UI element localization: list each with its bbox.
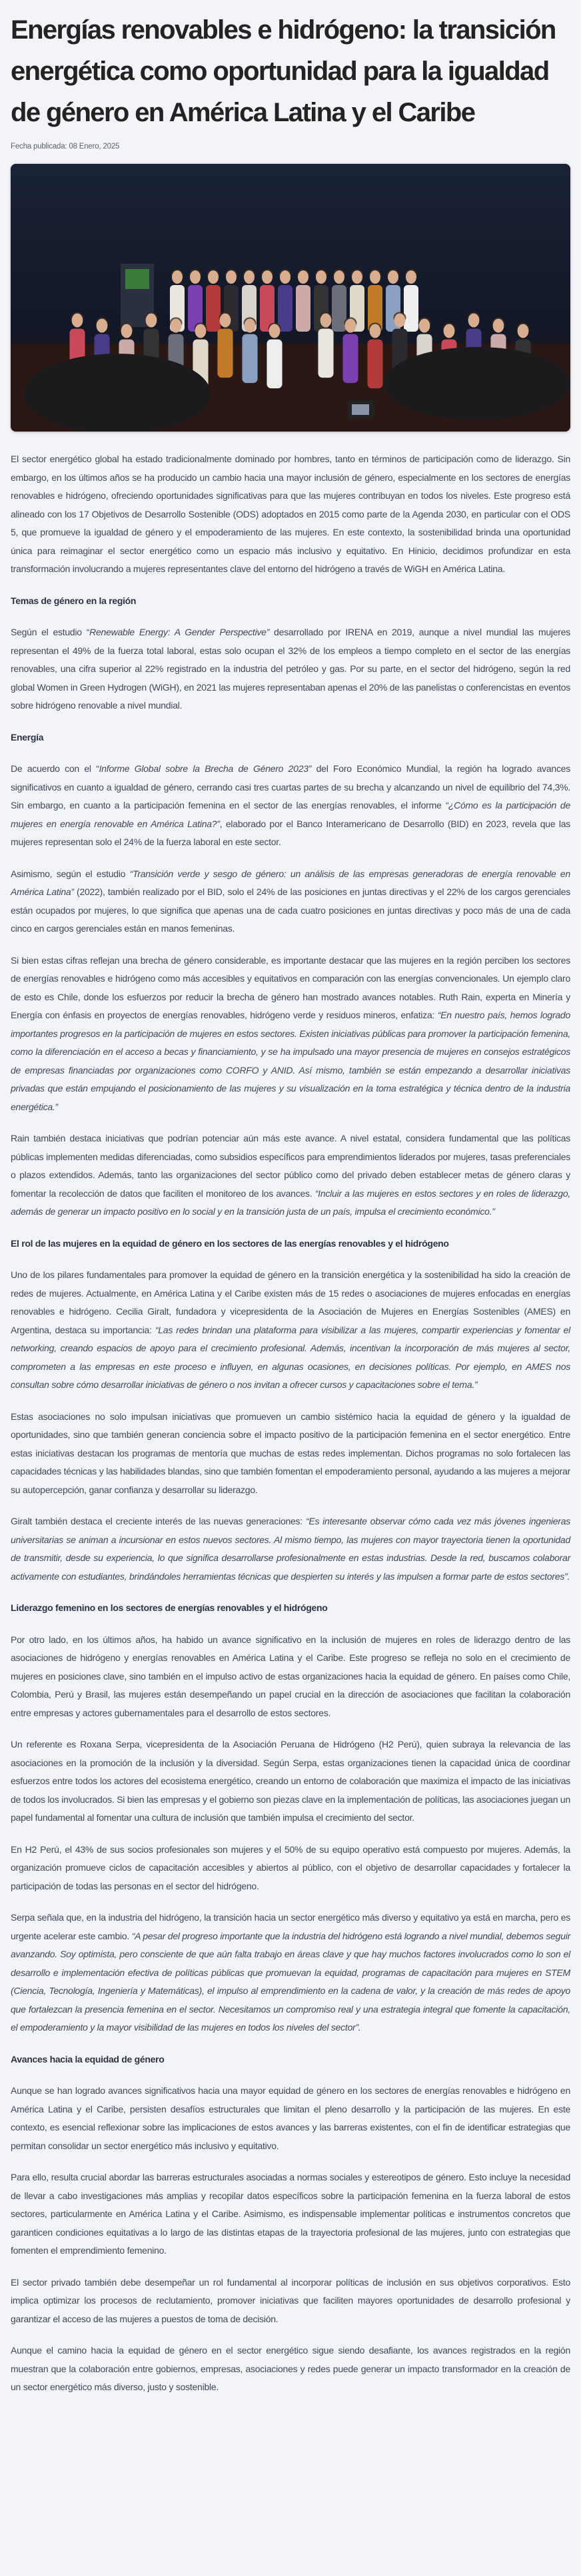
paragraph	[11, 760, 570, 852]
person-head	[370, 324, 381, 338]
person	[206, 285, 221, 332]
person-head	[121, 324, 133, 338]
quote-text: “Incluir a las mujeres en estos sectores y en roles de liderazgo, además de generar un impacto positivo en lo social y en la transición justa de un país, impulsa el crecimiento económico.”	[11, 1187, 571, 1217]
person	[267, 340, 282, 388]
paragraph	[11, 865, 570, 938]
paragraph	[11, 1909, 570, 2037]
paragraph	[11, 2342, 570, 2397]
quote-text: “Transición verde y sesgo de género: un análisis de las empresas generadoras de energía renovable en América Latina”	[11, 868, 570, 897]
article-hero-photo	[11, 164, 570, 432]
person-head	[352, 270, 362, 284]
paragraph	[11, 1266, 570, 1395]
quote-text: Renewable Energy: A Gender Perspective”	[89, 627, 270, 637]
person-head	[419, 319, 430, 333]
quote-text: “A pesar del progreso importante que la industria del hidrógeno está logrando a nivel mundial, debemos seguir avanzando. Soy optimista, pero consciente de que aún falta trabajo en áreas clave y que hay muchos factores involucrados como lo son el desarrollo e implementación efectiva de políticas públicas que promuevan la equidad, programas de capacitación para mujeres en STEM (Ciencia, Tecnología, Ingeniería y Matemáticas), el impulso al emprendimiento en la cadena de valor, y la creación de más redes de apoyo que fortalezcan la presencia femenina en el sector. Necesitamos un compromiso real y una estrategia integral que fomente la capacitación, el empoderamiento y la mayor visibilidad de las mujeres en todos los niveles del sector”.	[11, 1930, 570, 2033]
person	[242, 334, 257, 383]
text-segment: desarrollado por IRENA en 2019, aunque a nivel mundial las mujeres representan el 49% de la fuerza total laboral, estas solo ocupan el 32% de los empleos a tiempo completo en el sector de las energías renovables, una cifra superior al 22% registrado en la industria del petróleo y gas. Por su parte, en el sector del hidrógeno, según la red global Women in Green Hydrogen (WiGH), en 2021 las mujeres representaban apenas el 20% de las panelistas o conferencistas en eventos sobre hidrógeno renovable a nivel mundial.	[11, 627, 570, 711]
paragraph	[11, 1841, 570, 1896]
person-head	[190, 270, 201, 284]
text-segment: del Foro Económico Mundial, la región ha logrado avances significativos en cuanto a igualdad de género, cerrando casi tres cuartas partes de su brecha y alcanzando un nivel de equilibrio del 74,3%. Sin embargo, en cuanto a la participación femenina en el sector de las energías renovables, el informe	[11, 763, 570, 810]
person-head	[316, 270, 326, 284]
text-segment: Energía	[11, 731, 44, 743]
person-head	[298, 270, 308, 284]
text-segment: Rain también destaca iniciativas que podrían potenciar aún más este avance. A nivel estatal, considera fundamental que las políticas públicas implementen medidas diferenciadas, como subsidios específicos para emprendimientos liderados por mujeres, tasas preferenciales o plazos extendidos. Además, tanto las organizaciones del sector público como del privado deben establecer metas de género claras y fomentar la recolección de datos que faciliten el monitoreo de los avances.	[11, 1133, 570, 1199]
person-head	[72, 314, 83, 328]
quote-text: Informe Global sobre la Brecha de Género 2023”	[99, 763, 312, 774]
person-head	[172, 270, 183, 284]
text-segment: El sector energético global ha estado tradicionalmente dominado por hombres, tanto en términos de participación como de liderazgo. Sin embargo, en los últimos años se ha producido un cambio hacia una mayor inclusión de género, especialmente en los sectores de energías renovables e hidrógeno, ofreciendo oportunidades significativas para que las mujeres contribuyan en todos los niveles. Este progreso está alineado con los 17 Objetivos de Desarrollo Sostenible (ODS) adoptados en 2015 como parte de la Agenda 2030, en particular con el ODS 5, que promueve la igualdad de género y el empoderamiento de las mujeres. En este contexto, la sostenibilidad brinda una oportunidad única para reimaginar el sector energético como un espacio más inclusivo y equitativo. En Hinicio, decidimos profundizar en esta transformación involucrando a mujeres representantes clave del entorno del hidrógeno a través de WiGH en América Latina.	[11, 454, 570, 574]
person-head	[444, 324, 455, 338]
person	[296, 285, 310, 332]
group-photo-image	[11, 164, 570, 432]
text-segment: Aunque el camino hacia la equidad de género en el sector energético sigue siendo desafiante, los avances registrados en la región muestran que la colaboración entre gobiernos, empresas, asociaciones y redes puede generar un impacto transformador en la creación de un sector energético más diverso, justo y sostenible.	[11, 2345, 570, 2392]
publish-date: Fecha publicada: 08 Enero, 2025	[11, 143, 120, 151]
person	[278, 285, 292, 332]
person-head	[320, 314, 332, 328]
paragraph	[11, 952, 570, 1117]
person	[318, 329, 333, 378]
text-segment: El sector privado también debe desempeñar un rol fundamental al incorporar políticas de inclusión en sus objetivos corporativos. Esto implica optimizar los procesos de reclutamiento, promover iniciativas que faciliten mayores oportunidades de desarrollo profesional y garantizar el acceso de las mujeres a puestos de toma de decisión.	[11, 2276, 570, 2324]
person	[404, 285, 418, 332]
person-head	[370, 270, 380, 284]
text-segment: Uno de los pilares fundamentales para promover la equidad de género en la transición energética y la sostenibilidad ha sido la creación de redes de mujeres. Actualmente, en América Latina y el Caribe existen más de 15 redes o asociaciones de mujeres enfocadas en energías renovables e hidrógeno. Cecilia Giralt, fundadora y vicepresidenta de la Asociación de Mujeres en Energías Sostenibles (AMES) en Argentina, destaca su importancia:	[11, 1269, 570, 1335]
person-head	[244, 270, 255, 284]
paragraph	[11, 2274, 570, 2329]
person-head	[518, 324, 529, 338]
person-head	[388, 270, 398, 284]
article-body	[11, 450, 570, 2397]
text-segment: , elaborado por el Banco Interamericano de Desarrollo (BID) en 2023, revela que las mujeres representan solo el 24% de la fuerza laboral en este sector.	[11, 818, 571, 847]
text-segment: Asimismo, según el estudio	[11, 868, 130, 879]
paragraph	[11, 623, 570, 715]
text-segment: Avances hacia la equidad de género	[11, 2053, 165, 2065]
person-head	[208, 270, 219, 284]
article-title: Energías renovables e hidrógeno: la transición energética como oportunidad para la igualdad de género en América Latina y el Caribe	[11, 15, 556, 127]
quote-text: “¿Cómo es la participación de mujeres en energía renovable en América Latina?”	[11, 800, 570, 829]
table-left	[24, 354, 211, 432]
person-head	[406, 270, 416, 284]
person-head	[468, 314, 480, 328]
section-heading	[11, 592, 570, 611]
person-head	[245, 319, 256, 333]
person-head	[269, 324, 281, 338]
person-head	[345, 319, 356, 333]
paragraph	[11, 450, 570, 579]
person-head	[146, 314, 157, 328]
person-head	[394, 314, 406, 328]
person-head	[220, 314, 231, 328]
table-right	[384, 347, 570, 420]
paragraph	[11, 2168, 570, 2260]
text-segment: Para ello, resulta crucial abordar las barreras estructurales asociadas a normas sociales y estereotipos de género. Esto incluye la necesidad de llevar a cabo investigaciones más amplias y recopilar datos específicos sobre la participación femenina en la fuerza laboral de estos sectores, particularmente en América Latina y el Caribe. Asimismo, es indispensable implementar políticas e instrumentos concretos que garanticen condiciones equitativas a lo largo de las distintas etapas de la trayectoria profesional de las mujeres, junto con estrategias que fomenten el emprendimiento femenino.	[11, 2172, 570, 2256]
paragraph	[11, 1512, 570, 1586]
person-head	[171, 319, 182, 333]
text-segment: Por otro lado, en los últimos años, ha habido un avance significativo en la inclusión de mujeres en roles de liderazgo dentro de las asociaciones de hidrógeno y energías renovables en América Latina y el Caribe. Este progreso se refleja no solo en el crecimiento de mujeres en posiciones clave, sino también en el impulso activo de estas organizaciones hacia la equidad de género. En países como Chile, Colombia, Perú y Brasil, las mujeres están desempeñando un papel crucial en la dirección de asociaciones que facilitan la colaboración entre empresas y actores gubernamentales para el desarrollo de estos sectores.	[11, 1634, 570, 1718]
quote-text: “Las redes brindan una plataforma para visibilizar a las mujeres, compartir experiencias y fomentar el networking, creando espacios de apoyo para el crecimiento profesional. Además, incentivan la incorporación de más mujeres al sector, comprometen a las empresas en este proceso e influyen, en algunas ocasiones, en decisiones políticas. Por ejemplo, en AMES nos consultan sobre cómo desarrollar iniciativas de género o nos invitan a ofrecer cursos y capacitaciones sobre el tema.”	[11, 1324, 570, 1390]
text-segment: Un referente es Roxana Serpa, vicepresidenta de la Asociación Peruana de Hidrógeno (H2 Perú), quien subraya la relevancia de las asociaciones en la promoción de la inclusión y la diversidad. Según Serpa, estas organizaciones tienen la capacidad única de coordinar esfuerzos entre todos los actores del ecosistema energético, creando un entorno de colaboración que maximiza el impacto de las iniciativas de todos los involucrados. Si bien las empresas y el gobierno son piezas clave en la implementación de políticas, las asociaciones juegan un papel fundamental al fomentar una cultura de inclusión que también impulsa el crecimiento del sector.	[11, 1739, 570, 1823]
person	[367, 340, 382, 388]
text-segment: (2022), también realizado por el BID, solo el 24% de las posiciones en juntas directivas y el 22% de los cargos gerenciales están ocupados por mujeres, lo que significa que apenas una de cada cuatro posiciones en juntas directivas y poco más de una de cada cinco en cargos gerenciales están en manos femeninas.	[11, 886, 570, 934]
text-segment: En H2 Perú, el 43% de sus socios profesionales son mujeres y el 50% de su equipo operativo está compuesto por mujeres. Además, la organización promueve ciclos de capacitación accesibles y abiertos al público, con el objetivo de desarrollar capacidades y fortalecer la participación de todas las personas en el sector del hidrógeno.	[11, 1843, 570, 1891]
person	[332, 285, 346, 332]
paragraph	[11, 1408, 570, 1500]
quote-text: “Es interesante observar cómo cada vez más jóvenes ingenieras universitarias se animan a incursionar en estos nuevos sectores. Al mismo tiempo, las mujeres con mayor trayectoria tienen la oportunidad de transmitir, desde su experiencia, lo que significa desarrollarse profesionalmente en estas industrias. Desde la red, buscamos colaborar activamente con estudiantes, brindándoles herramientas técnicas que despierten su interés y las impulsen a formar parte de estos sectores”.	[11, 1516, 570, 1582]
person-head	[226, 270, 237, 284]
section-heading	[11, 1599, 570, 1618]
person-head	[97, 319, 108, 333]
text-segment: Temas de género en la región	[11, 595, 137, 606]
text-segment: Estas asociaciones no solo impulsan iniciativas que promueven un cambio sistémico hacia la equidad de género y la igualdad de oportunidades, sino que también generan conciencia sobre el impacto positivo de la participación femenina en el sector energético. Entre estas iniciativas destacan los programas de mentoría que muchas de estas redes implementan. Dichos programas no solo fortalecen las capacidades técnicas y las habilidades blandas, sino que también fomentan el empoderamiento personal, ayudando a las mujeres a mejorar su autopercepción, ganar confianza y desarrollar su liderazgo.	[11, 1411, 570, 1495]
text-segment: Serpa señala que, en la industria del hidrógeno, la transición hacia un sector energético más diverso y equitativo ya está en marcha, pero es urgente acelerar este cambio.	[11, 1912, 570, 1941]
text-segment: Liderazgo femenino en los sectores de energías renovables y el hidrógeno	[11, 1602, 328, 1613]
person-head	[262, 270, 273, 284]
person-head	[334, 270, 344, 284]
quote-text: “En nuestro país, hemos logrado importantes progresos en la participación de mujeres en estos sectores. Existen iniciativas públicas para promover la participación femenina, como la diferenciación en el acceso a becas y financiamiento, y se ha impulsado una mayor presencia de mujeres en consejos estratégicos de empresas financiadas por organizaciones como CORFO y ANID. Así mismo, también se están empezando a desarrollar iniciativas privadas que están empujando el posicionamiento de las mujeres y su visualización en la toma estratégica y técnica dentro de la industria energética.”	[11, 1010, 570, 1112]
person	[217, 329, 233, 378]
text-segment: El rol de las mujeres en la equidad de género en los sectores de las energías renovables y el hidrógeno	[11, 1237, 449, 1249]
paragraph	[11, 1631, 570, 1723]
person-head	[493, 319, 504, 333]
text-segment: De acuerdo con el “	[11, 763, 99, 774]
paragraph	[11, 1129, 570, 1221]
person-head	[280, 270, 290, 284]
paragraph	[11, 2082, 570, 2155]
text-segment: Según el estudio “	[11, 627, 90, 637]
person	[342, 334, 358, 383]
section-heading	[11, 2051, 570, 2069]
person-head	[195, 324, 207, 338]
section-heading	[11, 1235, 570, 1253]
text-segment: Si bien estas cifras reflejan una brecha de género considerable, es importante destacar que las mujeres en la región perciben los sectores de energías renovables e hidrógeno como más accesibles y equitativos en comparación con las energías convencionales. Un ejemplo claro de esto es Chile, donde los esfuerzos por reducir la brecha de género han mostrado avances notables. Ruth Rain, experta en Minería y Energía con énfasis en proyectos de energías renovables, hidrógeno verde y residuos mineros, enfatiza:	[11, 954, 570, 1020]
section-heading	[11, 729, 570, 747]
text-segment: Giralt también destaca el creciente interés de las nuevas generaciones:	[11, 1516, 306, 1526]
paragraph	[11, 1736, 570, 1827]
text-segment: Aunque se han logrado avances significativos hacia una mayor equidad de género en los sectores de energías renovables e hidrógeno en América Latina y el Caribe, persisten desafíos estructurales que limitan el pleno desarrollo y la participación de las mujeres. En este contexto, es esencial reflexionar sobre las implicaciones de estos avances y las barreras existentes, con el fin de identificar estrategias que permitan consolidar un sector energético más inclusivo y equitativo.	[11, 2085, 570, 2151]
